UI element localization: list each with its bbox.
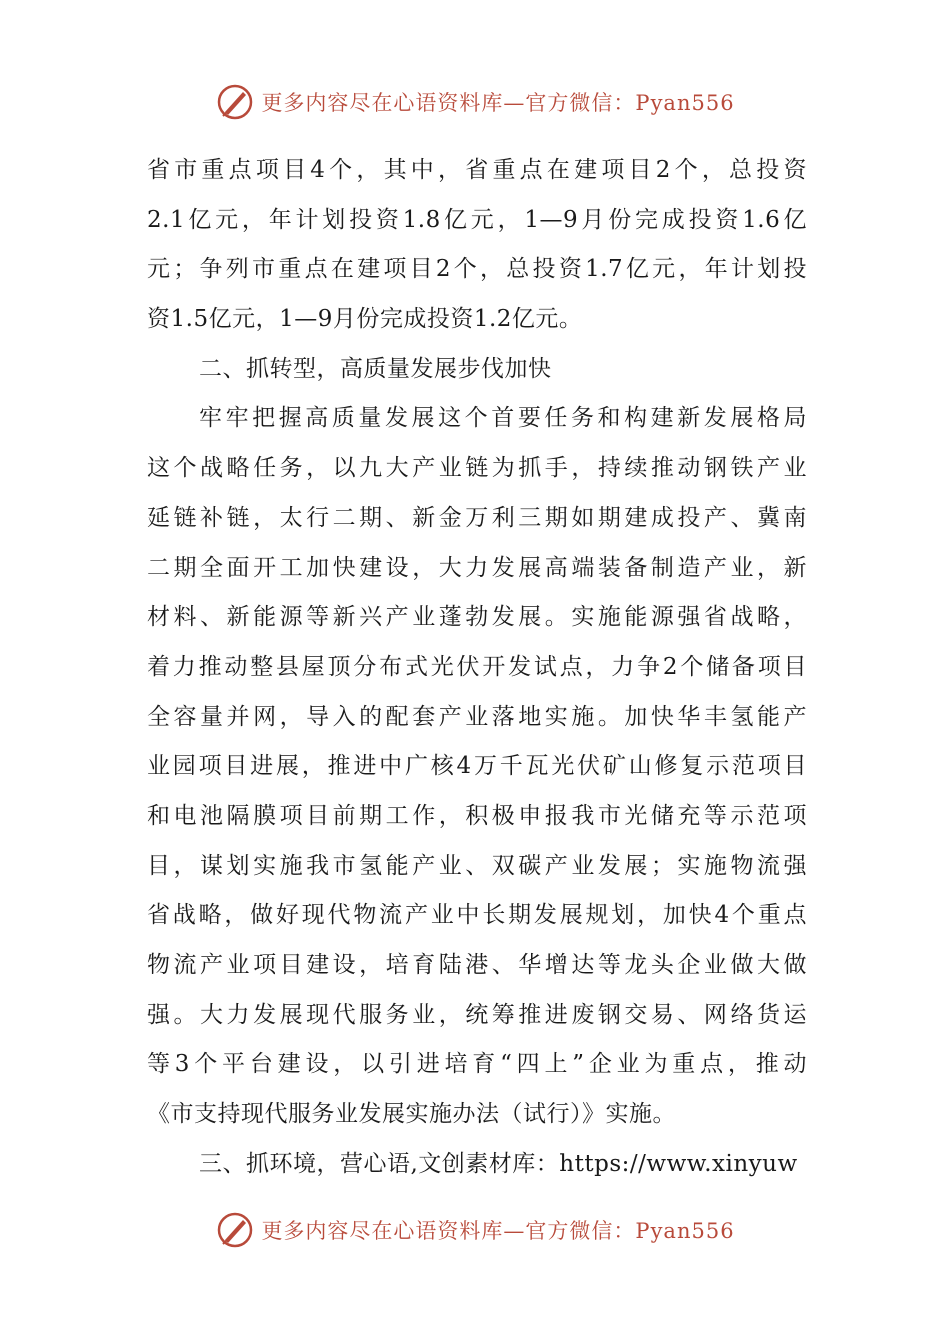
- text-line: 二期全面开工加快建设，大力发展高端装备制造产业，新: [147, 554, 807, 581]
- text-line: 元；争列市重点在建项目2个，总投资1.7亿元，年计划投: [147, 256, 807, 283]
- paragraph: [147, 394, 807, 1139]
- text-line: 这个战略任务，以九大产业链为抓手，持续推动钢铁产业: [147, 455, 807, 482]
- text-line: 三、抓环境，营心语,文创素材库：https://www.xinyuw: [199, 1150, 798, 1177]
- text-line: 延链补链，太行二期、新金万利三期如期建成投产、冀南: [147, 504, 807, 531]
- text-line: 业园项目进展，推进中广核4万千瓦光伏矿山修复示范项目: [147, 753, 807, 780]
- text-line: 着力推动整县屋顶分布式光伏开发试点，力争2个储备项目: [147, 653, 807, 680]
- paragraph: [147, 146, 807, 345]
- header-banner: [0, 80, 950, 124]
- text-line: 《市支持现代服务业发展实施办法（试行）》实施。: [147, 1101, 676, 1128]
- paragraph: [147, 345, 807, 395]
- text-line: 牢牢把握高质量发展这个首要任务和构建新发展格局: [199, 405, 807, 432]
- text-line: 物流产业项目建设，培育陆港、华增达等龙头企业做大做: [147, 952, 807, 978]
- text-line: 二、抓转型，高质量发展步伐加快: [199, 355, 552, 382]
- pen-logo-icon: [215, 82, 255, 122]
- footer-banner: [0, 1208, 950, 1252]
- text-line: 资1.5亿元，1—9月份完成投资1.2亿元。: [147, 306, 583, 333]
- text-line: 目，谋划实施我市氢能产业、双碳产业发展；实施物流强: [147, 852, 807, 879]
- text-line: 等3个平台建设，以引进培育“四上”企业为重点，推动: [147, 1051, 807, 1078]
- text-line: 材料、新能源等新兴产业蓬勃发展。实施能源强省战略，: [147, 604, 807, 631]
- document-body: [147, 146, 807, 1189]
- banner-text: 更多内容尽在心语资料库—官方微信：Pyan556: [261, 1219, 735, 1243]
- pen-logo-icon: [215, 1210, 255, 1250]
- text-line: 省战略，做好现代物流产业中长期发展规划，加快4个重点: [147, 902, 807, 929]
- text-line: 和电池隔膜项目前期工作，积极申报我市光储充等示范项: [147, 802, 807, 829]
- banner-text: 更多内容尽在心语资料库—官方微信：Pyan556: [261, 91, 735, 115]
- text-line: 2.1亿元，年计划投资1.8亿元，1—9月份完成投资1.6亿: [147, 206, 807, 233]
- paragraph: [147, 1140, 807, 1190]
- text-line: 全容量并网，导入的配套产业落地实施。加快华丰氢能产: [147, 703, 807, 730]
- text-line: 强。大力发展现代服务业，统筹推进废钢交易、网络货运: [147, 1001, 807, 1028]
- text-line: 省市重点项目4个，其中，省重点在建项目2个，总投资: [147, 157, 807, 183]
